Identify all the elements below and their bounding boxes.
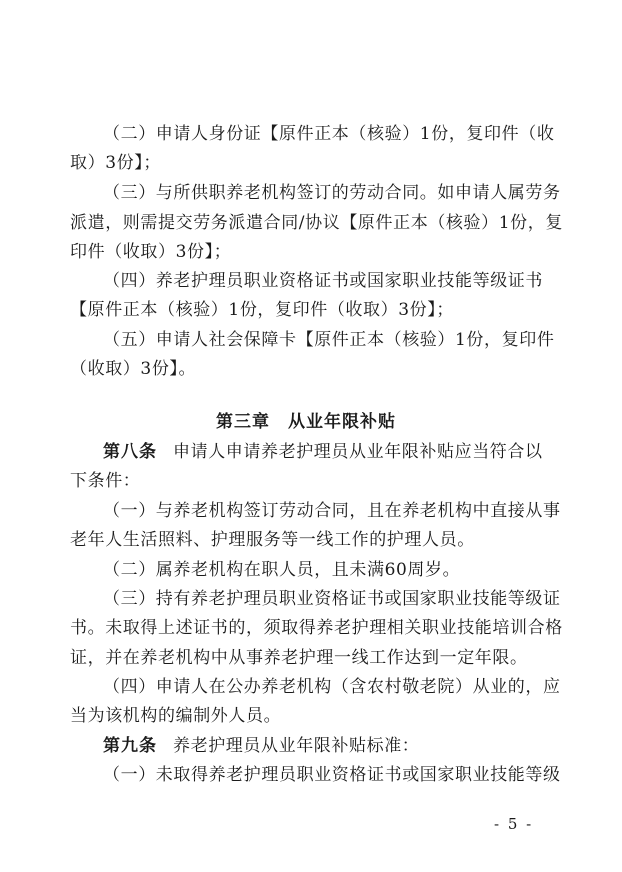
paragraph-line: 派遣，则需提交劳务派遣合同/协议【原件正本（核验）1份，复 [70, 213, 563, 233]
paragraph-line: （三）与所供职养老机构签订的劳动合同。如申请人属劳务 [103, 183, 561, 203]
paragraph-line: （二）申请人身份证【原件正本（核验）1份，复印件（收 [103, 124, 555, 144]
chapter-title: 第三章 从业年限补贴 [216, 412, 396, 432]
paragraph-line: 书。未取得上述证书的，须取得养老护理相关职业技能培训合格 [70, 618, 563, 638]
paragraph-line: 【原件正本（核验）1份，复印件（收取）3份】； [70, 300, 454, 320]
paragraph-line: 下条件： [70, 471, 141, 491]
paragraph-line: （四）申请人在公办养老机构（含农村敬老院）从业的，应 [103, 677, 561, 697]
paragraph-line: （二）属养老机构在职人员，且未满60周岁。 [103, 560, 461, 580]
paragraph-line: 取）3份】； [70, 153, 161, 173]
article-8 [103, 442, 543, 462]
article-label: 第八条 [103, 442, 157, 462]
paragraph-line: （五）申请人社会保障卡【原件正本（核验）1份，复印件 [103, 330, 555, 350]
page-number: - 5 - [494, 815, 534, 833]
paragraph-line: （三）持有养老护理员职业资格证书或国家职业技能等级证 [103, 589, 561, 609]
paragraph-line: 老年人生活照料、护理服务等一线工作的护理人员。 [70, 530, 475, 550]
article-text: 申请人申请养老护理员从业年限补贴应当符合以 [173, 442, 543, 462]
article-label: 第九条 [103, 736, 157, 756]
paragraph-line: （一）与养老机构签订劳动合同，且在养老机构中直接从事 [103, 501, 561, 521]
paragraph-line: 当为该机构的编制外人员。 [70, 706, 282, 726]
article-text: 养老护理员从业年限补贴标准： [173, 736, 420, 756]
paragraph-line: （四）养老护理员职业资格证书或国家职业技能等级证书 [103, 271, 543, 291]
paragraph-line: （收取）3份】。 [70, 359, 197, 379]
paragraph-line: （一）未取得养老护理员职业资格证书或国家职业技能等级 [103, 765, 561, 785]
paragraph-line: 证，并在养老机构中从事养老护理一线工作达到一定年限。 [70, 648, 528, 668]
paragraph-line: 印件（收取）3份】； [70, 242, 232, 262]
article-9 [103, 736, 419, 756]
